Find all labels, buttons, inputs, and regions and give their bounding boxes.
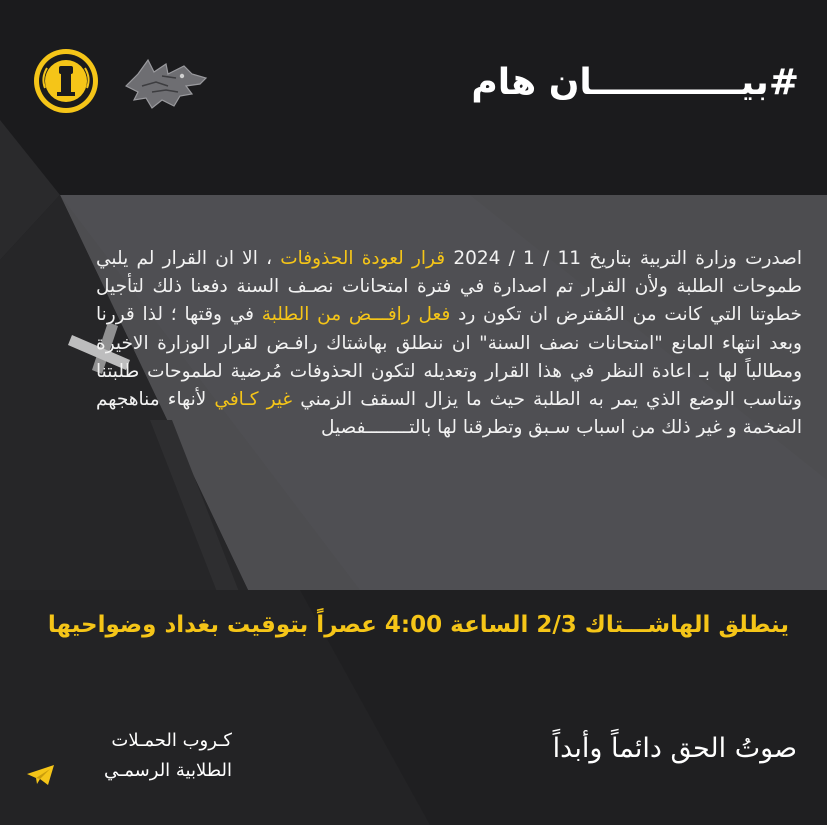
headline-title: #بيــــــــــــان هام [471,62,799,103]
group-badge-logo [33,48,99,114]
slogan: صوتُ الحق دائماً وأبداً [552,733,797,764]
statement-text-4: لأنهاء مناهجهم الضخمة و غير ذلك من اسباب سـبق وتطرقنا لها بالتــــــــفصيل [96,389,802,439]
statement-text-2: ، الا ان القرار لم يلبي طموحات الطلبة ولأن القرار تم اصدارة في فترة امتحانات نصـف السنة دفعنا ذلك لتأجيل خطوتنا التي كانت من المُفترض ان تكون رد [96,248,802,326]
group-name-line-1: كـروب الحمـلات [111,730,232,751]
wolf-head-logo [122,52,208,112]
statement-text-3: في وقتها ؛ لذا قررنا وبعد انتهاء المانع "امتحانات نصف السنة" ان ننطلق بهاشتاك رافـض لقرار الوزارة الاخيرة ومطالباً لها بـ اعادة النظر في هذا القرار وتعديله لتكون الحذوفات مُرضية لطموحات طلبتنا وتناسب الوضع الذي يمر به الطلبة حيث ما يزال السقف الزمني [96,304,802,411]
statement-body [96,245,802,442]
group-name [26,726,232,786]
highlight-rejection: فعل رافـــض من الطلبة [261,304,451,326]
telegram-icon [26,764,56,786]
group-name-line-2: الطلابية الرسمـي [104,760,232,781]
statement-text-1: اصدرت وزارة التربية بتاريخ 11 / 1 / 2024 [445,248,802,269]
hashtag-launch-time: ينطلق الهاشـــتاك 2/3 الساعة 4:00 عصراً بتوقيت بغداد وضواحيها [47,612,789,638]
highlight-not-enough: غير كـافي [214,389,293,411]
highlight-decision: قرار لعودة الحذوفات [280,248,446,269]
